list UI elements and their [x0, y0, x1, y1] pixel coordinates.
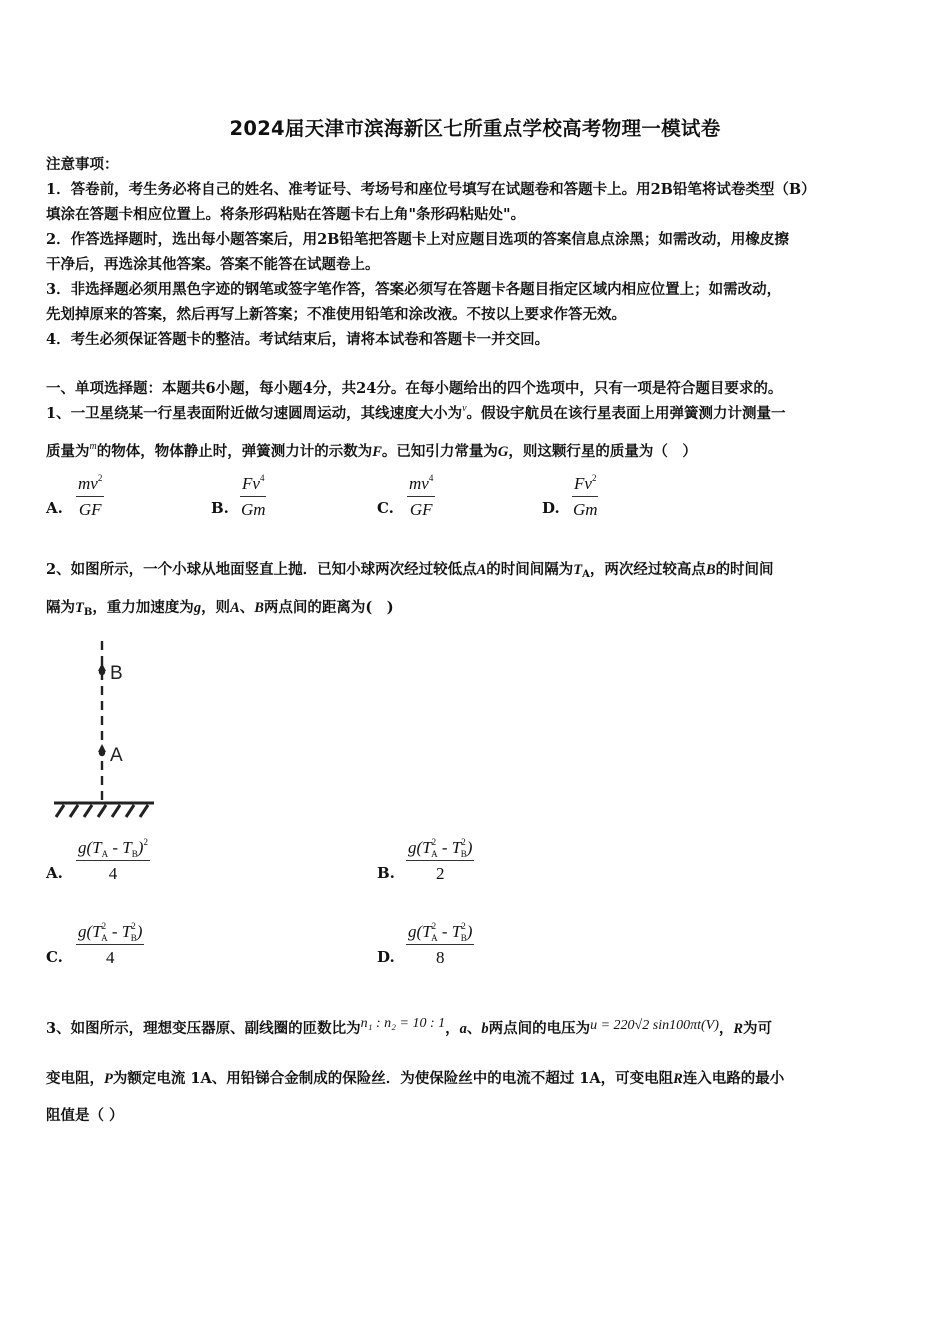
q1-text: 质量为: [46, 443, 90, 460]
q2-text: ，则: [201, 599, 231, 616]
exponent: 4: [428, 473, 434, 483]
numerator: mv: [409, 474, 429, 493]
q2-option-c-label[interactable]: C.: [46, 948, 63, 966]
q2-option-d-formula[interactable]: $\frac{g(T^2_A - T^2_B)}{8}$: [408, 921, 473, 967]
q1-option-d-label[interactable]: D.: [542, 499, 560, 517]
q3-text: 3、如图所示，理想变压器原、副线圈的匝数比为: [46, 1020, 361, 1037]
q2-A-symbol: A: [476, 562, 487, 578]
q3-text: ，: [718, 1020, 734, 1037]
q3-P-symbol: P: [104, 1071, 113, 1087]
q3-text: 、: [466, 1020, 482, 1037]
question-2-line-1: [46, 558, 774, 579]
notice-line: 先划掉原来的答案，然后再写上新答案；不准使用铅笔和涂改液。不按以上要求作答无效。: [46, 306, 626, 323]
denominator: 2: [435, 864, 445, 883]
q2-option-c-formula[interactable]: $\frac{g(T^2_A - T^2_B)}{4}$: [78, 921, 143, 967]
q3-text: ，: [445, 1020, 460, 1037]
q1-text: 。假设宇航员在该行星表面上用弹簧测力计测量一: [466, 405, 786, 422]
q2-option-a-formula[interactable]: $\frac{g(T_A - T_B)^2}{4}$: [78, 837, 148, 883]
arrow-up-icon: [98, 744, 106, 752]
q2-text: ，重力加速度为: [92, 599, 194, 616]
numerator: Fv: [242, 474, 260, 493]
point-a-label: A: [110, 745, 123, 766]
question-1-line-1: [46, 402, 786, 423]
q3-R-symbol: R: [733, 1021, 744, 1037]
q2-TA-subscript: A: [582, 569, 590, 580]
q3-turns-ratio: n₁ : n₂ = 10 : 1: [360, 1016, 446, 1031]
section-heading: 一、单项选择题：本题共6小题，每小题4分，共24分。在每小题给出的四个选项中，只有一项是符合题目要求的。: [46, 380, 783, 397]
notice-line: 4．考生必须保证答题卡的整洁。考试结束后，请将本试卷和答题卡一并交回。: [46, 331, 550, 348]
q2-B-symbol: B: [254, 600, 264, 616]
notice-line: 3．非选择题必须用黑色字迹的钢笔或签字笔作答，答案必须写在答题卡各题目指定区域内相应位置上；如需改动，: [46, 281, 782, 298]
q2-figure: [50, 635, 160, 820]
q1-m-symbol: m: [89, 441, 97, 452]
q2-text: 两点间的距离为( ): [263, 599, 394, 616]
question-3-line-3: 阻值是（ ）: [46, 1107, 124, 1124]
q2-option-b-formula[interactable]: $\frac{g(T^2_A - T^2_B)}{2}$: [408, 837, 473, 883]
numerator: Fv: [574, 474, 592, 493]
q1-option-a-formula[interactable]: [76, 474, 104, 520]
q1-option-c-label[interactable]: C.: [377, 499, 394, 517]
q2-TB-symbol: T: [75, 600, 84, 616]
exponent: 2: [591, 473, 597, 483]
q2-option-d-label[interactable]: D.: [377, 948, 395, 966]
notice-line: 干净后，再选涂其他答案。答案不能答在试题卷上。: [46, 256, 380, 273]
question-1-line-2: [46, 440, 697, 461]
q1-v-symbol: v: [462, 403, 467, 414]
q1-option-d-formula[interactable]: [572, 474, 598, 520]
q2-text: 2、如图所示，一个小球从地面竖直上抛．已知小球两次经过较低点: [46, 561, 477, 578]
exponent: 4: [259, 473, 265, 483]
page-title: 2024届天津市滨海新区七所重点学校高考物理一模试卷: [229, 117, 721, 140]
q2-text: 隔为: [46, 599, 75, 616]
q2-text: 的时间间隔为: [486, 561, 574, 578]
q1-G-symbol: G: [497, 444, 509, 460]
question-3-line-2: [46, 1067, 784, 1088]
q2-A-symbol: A: [230, 600, 240, 616]
denominator: Gm: [572, 500, 598, 519]
q1-option-b-formula[interactable]: [240, 474, 266, 520]
q2-TA-symbol: T: [573, 562, 583, 578]
q3-a-symbol: a: [459, 1021, 467, 1037]
q3-voltage-formula: u = 220√2 sin100πt(V): [590, 1018, 719, 1033]
q2-text: 、: [239, 599, 255, 616]
denominator: 4: [105, 948, 115, 967]
denominator: Gm: [240, 500, 266, 519]
q2-text: 的时间间: [715, 561, 774, 578]
q1-F-symbol: F: [372, 444, 382, 460]
q3-b-symbol: b: [481, 1021, 489, 1037]
q1-option-c-formula[interactable]: [407, 474, 435, 520]
question-3-line-1: [46, 1017, 772, 1038]
notice-heading: 注意事项：: [46, 156, 119, 173]
q1-option-a-label[interactable]: A.: [46, 499, 63, 517]
q3-R-symbol: R: [673, 1071, 683, 1087]
notice-line: 1．答卷前，考生务必将自己的姓名、准考证号、考场号和座位号填写在试题卷和答题卡上。用2B铅笔将试卷类型（B）: [46, 181, 816, 198]
denominator: 4: [108, 864, 118, 883]
notice-line: 2．作答选择题时，选出每小题答案后，用2B铅笔把答题卡上对应题目选项的答案信息点涂黑；如需改动，用橡皮擦: [46, 231, 789, 248]
q2-text: ，两次经过较高点: [589, 561, 706, 578]
point-b-label: B: [110, 663, 123, 684]
q3-text: 两点间的电压为: [488, 1020, 591, 1037]
q2-B-symbol: B: [705, 562, 716, 578]
q2-g-symbol: g: [193, 600, 202, 616]
q3-text: 连入电路的最小: [682, 1070, 785, 1087]
q1-text: 的物体，物体静止时，弹簧测力计的示数为: [96, 443, 373, 460]
q3-text: 变电阻，: [46, 1070, 104, 1087]
q1-text: ，则这颗行星的质量为（ ）: [508, 443, 697, 460]
q1-option-b-label[interactable]: B.: [211, 499, 229, 517]
arrow-up-icon: [98, 663, 106, 671]
q2-option-a-label[interactable]: A.: [46, 864, 63, 882]
notice-line: 填涂在答题卡相应位置上。将条形码粘贴在答题卡右上角"条形码粘贴处"。: [46, 206, 526, 223]
denominator: 8: [435, 948, 445, 967]
q3-text: 为可: [743, 1020, 773, 1037]
q2-option-b-label[interactable]: B.: [377, 864, 395, 882]
question-2-line-2: [46, 596, 394, 617]
q1-text: 。已知引力常量为: [381, 443, 498, 460]
denominator: GF: [409, 500, 433, 519]
ground-hatch: [56, 805, 148, 817]
numerator: mv: [78, 474, 98, 493]
q2-TB-subscript: B: [83, 607, 93, 618]
q1-text: 1、一卫星绕某一行星表面附近做匀速圆周运动，其线速度大小为: [46, 405, 463, 422]
q3-text: 为额定电流 1A、用铅锑合金制成的保险丝．为使保险丝中的电流不超过 1A，可变电阻: [112, 1070, 674, 1087]
exponent: 2: [97, 473, 103, 483]
denominator: GF: [78, 500, 102, 519]
